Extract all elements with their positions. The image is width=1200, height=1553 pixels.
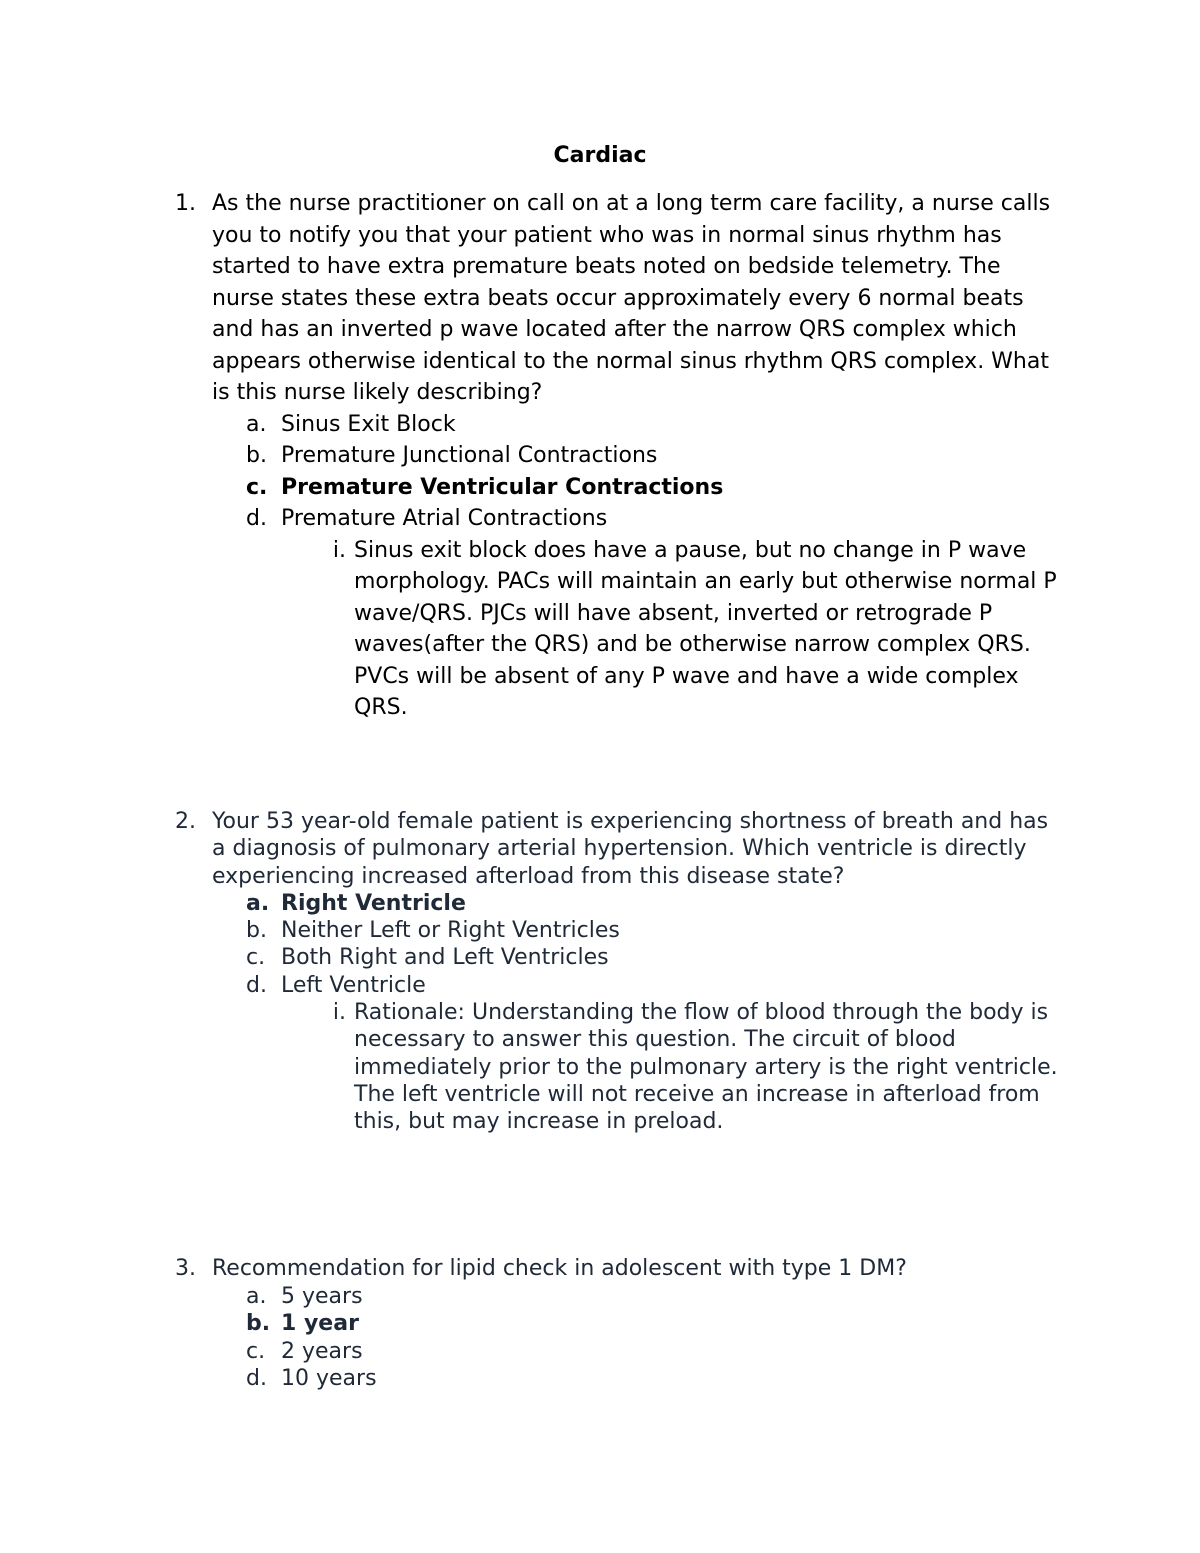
option-text: Premature Atrial Contractions	[281, 506, 608, 531]
question-3	[175, 1255, 1065, 1393]
question-stem	[175, 1255, 1065, 1283]
option-text: Sinus Exit Block	[281, 411, 456, 437]
option-a	[175, 1283, 1065, 1311]
question-stem	[175, 188, 1065, 409]
question-text: Your 53 year-old female patient is experiencing shortness of breath and has a diagnosis of pulmonary arterial hypertension. Which ventricle is directly experiencing increased afterload from this disease state?	[212, 809, 1049, 889]
option-letter: d.	[246, 506, 267, 531]
option-letter: a.	[246, 411, 267, 437]
rationale	[175, 999, 1065, 1135]
option-letter: c.	[246, 945, 266, 971]
option-letter: d.	[246, 1366, 267, 1392]
option-d	[175, 1365, 1065, 1393]
option-letter: a.	[246, 1283, 267, 1309]
question-1	[175, 188, 1065, 724]
option-text: Both Right and Left Ventricles	[281, 945, 609, 971]
option-letter: c.	[246, 1338, 266, 1364]
option-d	[175, 503, 1065, 535]
option-text: Right Ventricle	[281, 890, 466, 916]
option-d	[175, 972, 1065, 999]
question-stem	[175, 808, 1065, 890]
option-text: 10 years	[281, 1366, 377, 1392]
rationale-marker: i.	[332, 1000, 346, 1026]
option-a	[175, 409, 1065, 441]
option-letter: b.	[246, 443, 267, 468]
option-c	[175, 1338, 1065, 1366]
option-text: Neither Left or Right Ventricles	[281, 918, 620, 944]
option-letter: b.	[246, 918, 267, 944]
question-2	[175, 808, 1065, 1136]
option-text: Left Ventricle	[281, 972, 426, 998]
option-letter: d.	[246, 972, 267, 998]
option-letter: c.	[246, 474, 268, 500]
rationale	[175, 535, 1065, 724]
option-text: 2 years	[281, 1338, 363, 1364]
option-text: Premature Junctional Contractions	[281, 443, 658, 468]
option-c-correct-answer	[175, 472, 1065, 504]
option-text: Premature Ventricular Contractions	[281, 474, 724, 500]
option-b	[175, 917, 1065, 944]
option-text: 1 year	[281, 1311, 359, 1337]
option-b-correct-answer	[175, 1310, 1065, 1338]
option-c	[175, 944, 1065, 971]
question-text: As the nurse practitioner on call on at a long term care facility, a nurse calls you to notify you that your patient who was in normal sinus rhythm has started to have extra premature beats noted on bedside telemetry. The nurse states these extra beats occur approximately every 6 normal beats and has an inverted p wave located after the narrow QRS complex which appears otherwise identical to the normal sinus rhythm QRS complex. What is this nurse likely describing?	[212, 191, 1051, 405]
option-text: 5 years	[281, 1283, 363, 1309]
question-text: Recommendation for lipid check in adolescent with type 1 DM?	[212, 1256, 907, 1281]
option-a-correct-answer	[175, 890, 1065, 917]
option-letter: a.	[246, 890, 270, 916]
option-b	[175, 440, 1065, 472]
page-title: Cardiac	[553, 143, 647, 168]
rationale-text: Rationale: Understanding the flow of blood through the body is necessary to answer this question. The circuit of blood immediately prior to the pulmonary artery is the right ventricle. The left ventricle will not receive an increase in afterload from this, but may increase in preload.	[354, 1000, 1058, 1135]
question-number: 3.	[175, 1256, 196, 1281]
question-number: 2.	[175, 809, 196, 834]
rationale-marker: i.	[332, 537, 346, 563]
rationale-text: Sinus exit block does have a pause, but no change in P wave morphology. PACs will maintain an early but otherwise normal P wave/QRS. PJCs will have absent, inverted or retrograde P waves(after the QRS) and be otherwise narrow complex QRS. PVCs will be absent of any P wave and have a wide complex QRS.	[354, 537, 1057, 720]
option-letter: b.	[246, 1311, 271, 1337]
question-number: 1.	[175, 191, 196, 216]
